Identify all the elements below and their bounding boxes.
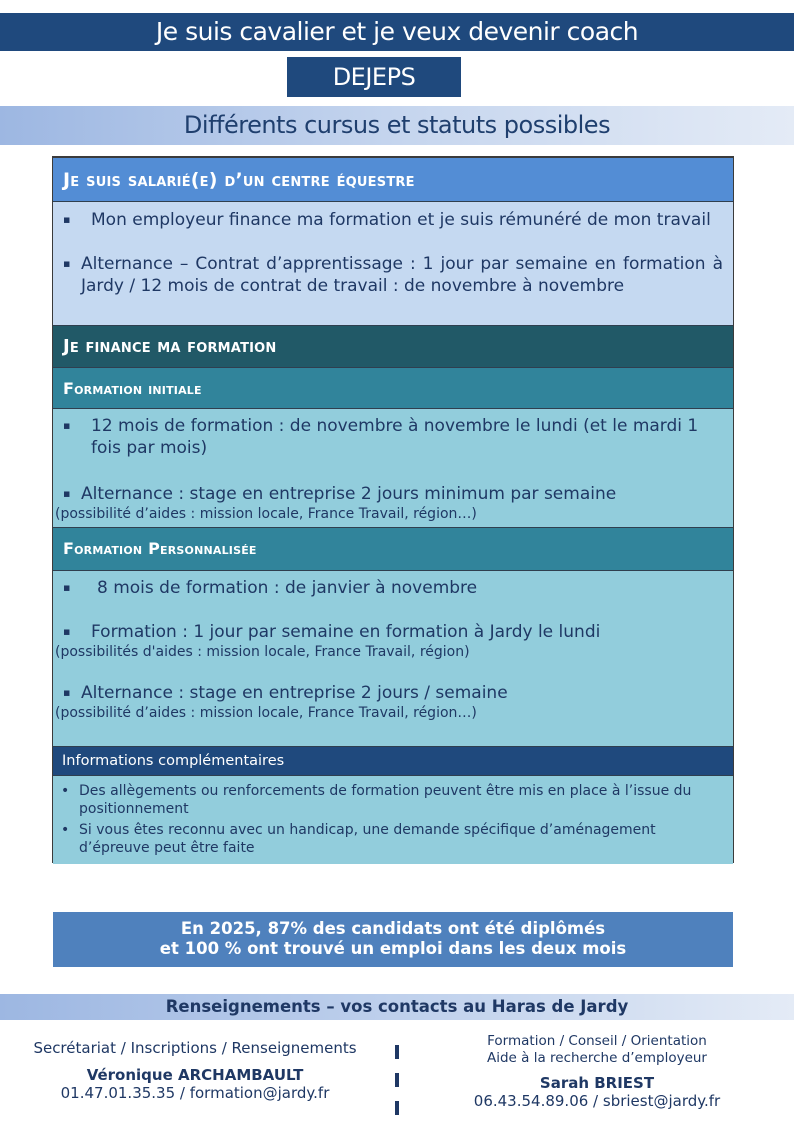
dot-bullet-icon: • (61, 822, 70, 838)
page-title: Je suis cavalier et je veux devenir coach (0, 13, 794, 51)
section-finance-header (53, 326, 733, 368)
list-item: ▪ Mon employeur finance ma formation et je suis rémunéré de mon travail (63, 210, 711, 230)
list-item: ▪ 8 mois de formation : de janvier à novembre (63, 578, 478, 598)
section-personnalisee-header (53, 528, 733, 571)
contact-name: Véronique ARCHAMBAULT (86, 1066, 304, 1084)
square-bullet-icon: ▪ (63, 686, 71, 699)
section-infos-title: Informations complémentaires (62, 753, 285, 769)
contact-name: Sarah BRIEST (539, 1074, 655, 1092)
separator (395, 1045, 399, 1059)
stats-line-2: et 100 % ont trouvé un emploi dans les deux mois (159, 939, 627, 958)
square-bullet-icon: ▪ (63, 487, 71, 500)
square-bullet-icon: ▪ (63, 213, 71, 226)
diploma-badge: DEJEPS (287, 57, 461, 97)
dot-bullet-icon: • (61, 783, 70, 799)
aid-note: (possibilité d’aides : mission locale, France Travail, région…) (55, 705, 477, 721)
section-infos-body (53, 776, 733, 864)
section-initiale-title: Formation initiale (63, 379, 202, 398)
list-item: ▪ Alternance – Contrat d’apprentissage : 1 jour par semaine en formation à Jardy / 12 mois de contrat de travail : de novembre à novembre (63, 254, 723, 296)
contact-info[interactable]: 06.43.54.89.06 / sbriest@jardy.fr (473, 1092, 721, 1110)
contact-role: Secrétariat / Inscriptions / Renseignements (33, 1039, 357, 1057)
list-item: ▪ Formation : 1 jour par semaine en formation à Jardy le lundi (possibilités d'aides : mission locale, France Travail, région) (63, 621, 723, 661)
list-item: • Des allègements ou renforcements de formation peuvent être mis en place à l’issue du positionnement (61, 783, 692, 817)
section-salarie-title: Je suis salarié(e) d’un centre équestre (63, 169, 415, 191)
contact-info[interactable]: 01.47.01.35.35 / formation@jardy.fr (60, 1084, 330, 1102)
cursus-panel (52, 156, 734, 863)
section-salarie-body (53, 202, 733, 326)
list-item: ▪ Alternance : stage en entreprise 2 jours minimum par semaine (possibilité d’aides : mission locale, France Travail, région…) (63, 483, 723, 523)
contact-formation (400, 1033, 794, 1110)
square-bullet-icon: ▪ (63, 257, 71, 270)
separator (395, 1101, 399, 1115)
section-personnalisee-title: Formation Personnalisée (63, 539, 257, 558)
list-item: • Si vous êtes reconnu avec un handicap, une demande spécifique d’aménagement d’épreuve peut être faite (61, 822, 656, 856)
section-salarie-header (53, 158, 733, 202)
stats-line-1: En 2025, 87% des candidats ont été diplômés (180, 919, 606, 938)
page-subtitle: Différents cursus et statuts possibles (0, 106, 794, 145)
contact-role-2: Aide à la recherche d’employeur (486, 1050, 707, 1066)
square-bullet-icon: ▪ (63, 419, 71, 432)
aid-note: (possibilités d'aides : mission locale, France Travail, région) (55, 644, 470, 660)
section-personnalisee-body (53, 571, 733, 747)
success-stats-banner (53, 912, 733, 967)
section-initiale-header (53, 368, 733, 409)
section-finance-title: Je finance ma formation (63, 336, 277, 357)
contact-role: Formation / Conseil / Orientation (487, 1033, 707, 1049)
list-item: ▪ Alternance : stage en entreprise 2 jours / semaine (possibilité d’aides : mission locale, France Travail, région…) (63, 682, 723, 722)
separator (395, 1073, 399, 1087)
aid-note: (possibilité d’aides : mission locale, France Travail, région…) (55, 506, 477, 522)
contact-secretariat (0, 1038, 390, 1102)
contacts-heading: Renseignements – vos contacts au Haras de Jardy (0, 994, 794, 1020)
section-infos-header (53, 747, 733, 776)
list-item: ▪ 12 mois de formation : de novembre à novembre le lundi (et le mardi 1 fois par mois) (63, 416, 699, 458)
square-bullet-icon: ▪ (63, 625, 71, 638)
section-initiale-body (53, 409, 733, 528)
square-bullet-icon: ▪ (63, 581, 71, 594)
